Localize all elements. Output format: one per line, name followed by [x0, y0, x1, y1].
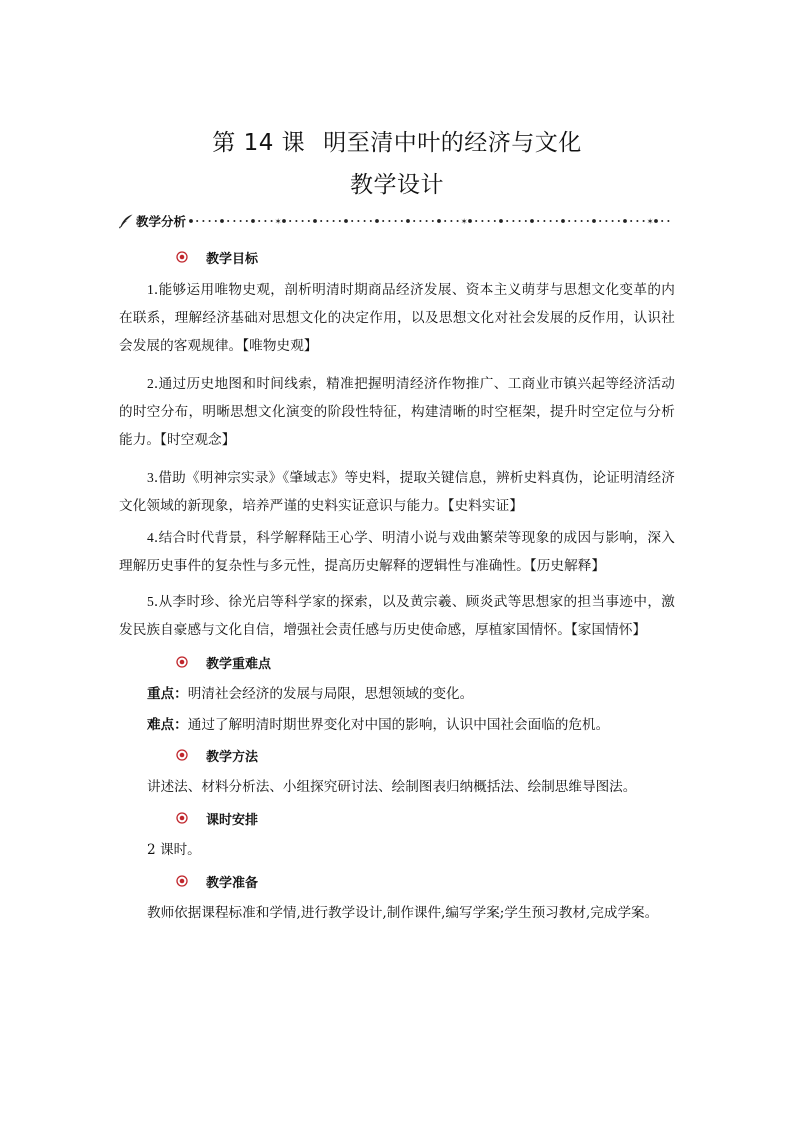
divider-dot	[426, 220, 428, 222]
lesson-number: 第 14 课	[212, 130, 306, 156]
section-title: 教学方法	[206, 749, 259, 765]
divider-dot	[457, 220, 459, 222]
divider-dot	[196, 220, 198, 222]
methods-text: 讲述法、材料分析法、小组探究研讨法、绘制图表归纳概括法、绘制思维导图法。	[147, 779, 637, 795]
divider-dot	[581, 220, 583, 222]
divider-dot	[475, 220, 477, 222]
divider-dot: ✶	[460, 217, 468, 226]
divider-dot	[444, 220, 446, 222]
divider-dot	[432, 220, 434, 222]
section-title: 课时安排	[206, 812, 259, 828]
divider-dot	[375, 219, 379, 223]
preparation-text: 教师依据课程标准和学情,进行教学设计,制作课件,编写学案;学生预习教材,完成学案。	[147, 905, 659, 921]
divider-dot	[519, 220, 521, 222]
divider-dot: ✶	[274, 217, 282, 226]
divider-dot	[488, 220, 490, 222]
divider-dot	[667, 220, 669, 222]
circled-dot-icon	[176, 875, 188, 887]
divider-dot	[612, 220, 614, 222]
divider-dot	[209, 220, 211, 222]
dotted-divider	[188, 216, 674, 226]
divider-dot	[357, 220, 359, 222]
section-title: 教学准备	[206, 875, 259, 891]
divider-dot	[437, 219, 441, 223]
divider-dot	[282, 219, 286, 223]
divider-dot	[599, 220, 601, 222]
divider-dot	[636, 220, 638, 222]
divider-dot	[227, 220, 229, 222]
divider-dot	[587, 220, 589, 222]
circled-dot-icon	[176, 812, 188, 824]
divider-dot	[592, 219, 596, 223]
divider-dot	[339, 220, 341, 222]
divider-dot	[543, 220, 545, 222]
divider-dot	[215, 220, 217, 222]
document-subtitle: 教学设计	[350, 172, 444, 198]
divider-dot	[258, 220, 260, 222]
divider-dot	[351, 220, 353, 222]
divider-dot	[406, 219, 410, 223]
divider-dot: ✶	[646, 217, 654, 226]
divider-dot	[630, 220, 632, 222]
divider-dot	[233, 220, 235, 222]
goal-item-1: 1.能够运用唯物史观，剖析明清时期商品经济发展、资本主义萌芽与思想文化变革的内在联系，理解经济基础对思想文化的决定作用，以及思想文化对社会发展的反作用，认识社会发展的客观规律。【唯物史观】	[119, 282, 675, 354]
divider-dot	[382, 220, 384, 222]
goal-item-4: 4.结合时代背景，科学解释陆王心学、明清小说与戏曲繁荣等现象的成因与影响，深入理解历史事件的复杂性与多元性，提高历史解释的逻辑性与准确性。【历史解释】	[119, 530, 675, 574]
divider-dot	[499, 219, 503, 223]
divider-dot	[568, 220, 570, 222]
divider-dot	[574, 220, 576, 222]
divider-dot	[556, 220, 558, 222]
divider-dot	[370, 220, 372, 222]
divider-dot	[344, 219, 348, 223]
section-preparation-heading	[176, 872, 258, 890]
divider-dot	[494, 220, 496, 222]
goal-item-3: 3.借助《明神宗实录》《肇域志》等史料，提取关键信息，辨析史料真伪，论证明清经济文化领域的新现象，培养严谨的史料实证意识与能力。【史料实证】	[119, 470, 675, 514]
divider-dot	[468, 219, 472, 223]
divider-dot	[395, 220, 397, 222]
divider-dot	[525, 220, 527, 222]
divider-dot	[481, 220, 483, 222]
divider-dot	[271, 220, 273, 222]
divider-dot	[240, 220, 242, 222]
section-title: 教学目标	[206, 251, 259, 267]
divider-dot	[450, 220, 452, 222]
divider-dot	[364, 220, 366, 222]
analysis-banner	[118, 212, 674, 230]
schedule-text: 2 课时。	[147, 842, 201, 858]
divider-dot	[313, 219, 317, 223]
circled-dot-icon	[176, 656, 188, 668]
section-methods-heading	[176, 746, 258, 764]
divider-dot	[605, 220, 607, 222]
divider-dot	[302, 220, 304, 222]
divider-dot	[561, 219, 565, 223]
goal-item-5: 5.从李时珍、徐光启等科学家的探索，以及黄宗羲、顾炎武等思想家的担当事迹中，激发民族自豪感与文化自信，增强社会责任感与历史使命感，厚植家国情怀。【家国情怀】	[119, 594, 675, 638]
divider-dot	[251, 219, 255, 223]
divider-dot	[401, 220, 403, 222]
section-title: 教学重难点	[206, 656, 272, 672]
divider-dot	[654, 219, 658, 223]
difficult-point-line: 难点：通过了解明清时期世界变化对中国的影响，认识中国社会面临的危机。	[147, 717, 610, 733]
divider-dot	[623, 219, 627, 223]
circled-dot-icon	[176, 251, 188, 263]
goal-item-2: 2.通过历史地图和时间线索，精准把握明清经济作物推广、工商业市镇兴起等经济活动的时空分布，明晰思想文化演变的阶段性特征，构建清晰的时空框架，提升时空定位与分析能力。【时空观念】	[119, 376, 675, 448]
divider-dot	[419, 220, 421, 222]
lesson-title	[0, 124, 794, 157]
divider-dot	[295, 220, 297, 222]
divider-dot	[413, 220, 415, 222]
quill-pen-icon	[118, 213, 134, 229]
lesson-name: 明至清中叶的经济与文化	[323, 130, 582, 156]
divider-dot	[264, 220, 266, 222]
divider-dot	[550, 220, 552, 222]
divider-dot	[202, 220, 204, 222]
divider-dot	[320, 220, 322, 222]
section-schedule-heading	[176, 809, 258, 827]
divider-dot	[189, 219, 193, 223]
divider-dot	[333, 220, 335, 222]
divider-dot	[661, 220, 663, 222]
divider-dot	[326, 220, 328, 222]
key-point-line: 重点：明清社会经济的发展与局限，思想领域的变化。	[147, 686, 474, 702]
divider-dot	[388, 220, 390, 222]
divider-dot	[537, 220, 539, 222]
divider-dot	[308, 220, 310, 222]
divider-dot	[289, 220, 291, 222]
divider-dot	[530, 219, 534, 223]
section-goals-heading	[176, 248, 258, 266]
divider-dot	[506, 220, 508, 222]
circled-dot-icon	[176, 749, 188, 761]
divider-dot	[512, 220, 514, 222]
divider-dot	[643, 220, 645, 222]
divider-dot	[246, 220, 248, 222]
divider-dot	[618, 220, 620, 222]
section-keypoints-heading	[176, 653, 271, 671]
divider-dot	[220, 219, 224, 223]
banner-label: 教学分析	[136, 214, 187, 229]
